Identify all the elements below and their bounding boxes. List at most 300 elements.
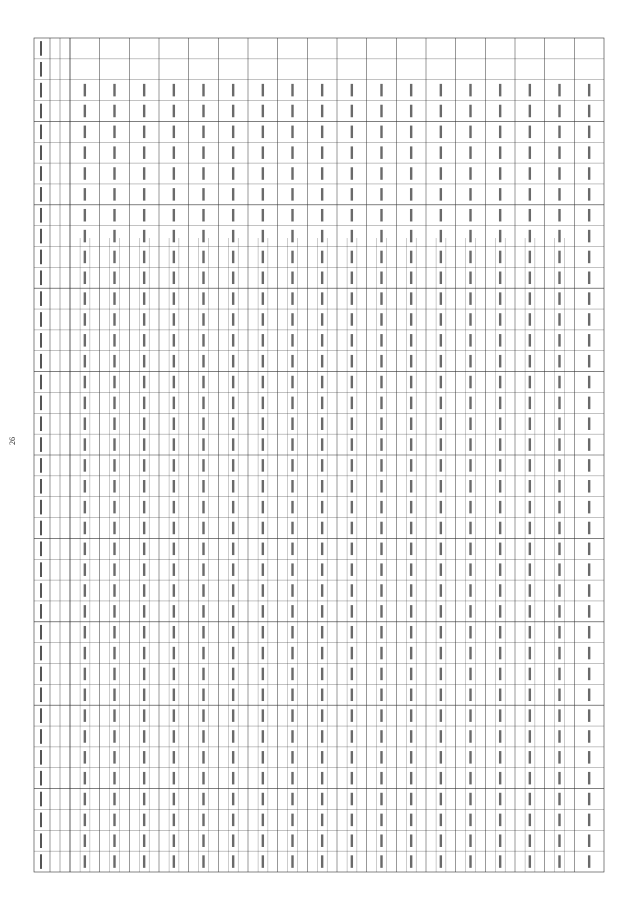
table-cell-text [410, 272, 412, 285]
table-cell-text [321, 668, 323, 681]
table-cell-text [351, 626, 353, 639]
table-cell-text [173, 522, 175, 535]
table-cell-text [84, 689, 86, 702]
header-cell-text [40, 41, 42, 56]
table-cell-text [232, 772, 234, 785]
table-cell-text [410, 167, 412, 180]
table-cell-text [440, 397, 442, 410]
table-cell-text [202, 730, 204, 743]
table-cell-text [558, 668, 560, 681]
header-cell-text [40, 667, 42, 682]
table-cell-text [440, 772, 442, 785]
table-cell-text [321, 146, 323, 159]
table-cell-text [84, 522, 86, 535]
table-cell-text [113, 292, 115, 305]
table-cell-text [380, 855, 382, 868]
table-cell-text [410, 751, 412, 764]
table-cell-text [351, 814, 353, 827]
table-cell-text [351, 730, 353, 743]
table-cell-text [410, 689, 412, 702]
table-cell-text [262, 84, 264, 97]
table-cell-text [321, 438, 323, 451]
table-cell-text [440, 251, 442, 264]
table-cell-text [410, 146, 412, 159]
table-cell-text [173, 230, 175, 243]
table-cell-text [588, 814, 590, 827]
table-cell-text [202, 709, 204, 722]
table-cell-text [321, 459, 323, 472]
table-cell-text [469, 209, 471, 222]
table-cell-text [113, 126, 115, 139]
table-cell-text [143, 251, 145, 264]
table-cell-text [262, 167, 264, 180]
table-cell-text [262, 126, 264, 139]
table-cell-text [291, 814, 293, 827]
table-cell-text [440, 522, 442, 535]
table-cell-text [499, 834, 501, 847]
table-cell-text [232, 834, 234, 847]
table-cell-text [143, 105, 145, 118]
table-cell-text [380, 334, 382, 347]
table-cell-text [84, 709, 86, 722]
table-cell-text [202, 793, 204, 806]
table-cell-text [232, 814, 234, 827]
table-cell-text [321, 814, 323, 827]
table-cell-text [440, 793, 442, 806]
table-cell-text [440, 814, 442, 827]
table-cell-text [113, 605, 115, 618]
header-cell-text [40, 854, 42, 869]
table-cell-text [410, 563, 412, 576]
table-cell-text [529, 501, 531, 514]
table-cell-text [232, 292, 234, 305]
table-cell-text [202, 626, 204, 639]
table-cell-text [232, 84, 234, 97]
table-cell-text [173, 855, 175, 868]
table-cell-text [588, 105, 590, 118]
table-cell-text [202, 543, 204, 556]
table-cell-text [173, 834, 175, 847]
table-cell-text [113, 209, 115, 222]
table-cell-text [440, 272, 442, 285]
table-cell-text [84, 772, 86, 785]
table-cell-text [529, 834, 531, 847]
table-cell-text [291, 480, 293, 493]
table-cell-text [380, 397, 382, 410]
table-cell-text [321, 584, 323, 597]
table-cell-text [529, 543, 531, 556]
header-cell-text [40, 542, 42, 557]
table-cell-text [469, 626, 471, 639]
table-cell-text [440, 417, 442, 430]
table-cell-text [291, 584, 293, 597]
table-cell-text [499, 417, 501, 430]
header-cell-text [40, 646, 42, 661]
table-cell-text [588, 605, 590, 618]
table-cell-text [440, 563, 442, 576]
table-cell-text [351, 146, 353, 159]
table-cell-text [232, 459, 234, 472]
table-cell-text [588, 668, 590, 681]
table-cell-text [529, 272, 531, 285]
table-cell-text [143, 563, 145, 576]
table-cell-text [173, 751, 175, 764]
table-cell-text [232, 689, 234, 702]
table-cell-text [84, 188, 86, 201]
table-cell-text [499, 730, 501, 743]
table-cell-text [202, 668, 204, 681]
table-cell-text [588, 834, 590, 847]
table-cell-text [291, 772, 293, 785]
table-cell-text [202, 84, 204, 97]
table-cell-text [173, 272, 175, 285]
table-cell-text [558, 772, 560, 785]
table-cell-text [469, 105, 471, 118]
table-cell-text [499, 313, 501, 326]
table-cell-text [143, 459, 145, 472]
table-cell-text [113, 563, 115, 576]
table-cell-text [232, 209, 234, 222]
table-cell-text [232, 563, 234, 576]
table-cell-text [558, 417, 560, 430]
header-cell-text [40, 354, 42, 369]
table-cell-text [113, 814, 115, 827]
table-cell-text [173, 417, 175, 430]
table-cell-text [558, 814, 560, 827]
table-cell-text [173, 543, 175, 556]
table-cell-text [232, 272, 234, 285]
table-cell-text [469, 146, 471, 159]
table-cell-text [558, 84, 560, 97]
table-cell-text [321, 251, 323, 264]
table-cell-text [291, 146, 293, 159]
table-cell-text [410, 459, 412, 472]
table-cell-text [321, 313, 323, 326]
table-cell-text [321, 417, 323, 430]
table-cell-text [440, 105, 442, 118]
table-cell-text [143, 292, 145, 305]
table-cell-text [469, 397, 471, 410]
table-cell-text [84, 272, 86, 285]
table-cell-text [529, 855, 531, 868]
header-cell-text [40, 437, 42, 452]
table-cell-text [499, 626, 501, 639]
header-cell-text [40, 145, 42, 160]
table-cell-text [262, 584, 264, 597]
table-cell-text [469, 480, 471, 493]
table-cell-text [291, 605, 293, 618]
table-cell-text [321, 834, 323, 847]
header-cell-text [40, 729, 42, 744]
table-cell-text [499, 522, 501, 535]
header-cell-text [40, 625, 42, 640]
table-cell-text [558, 355, 560, 368]
table-cell-text [173, 626, 175, 639]
table-cell-text [291, 355, 293, 368]
table-cell-text [440, 584, 442, 597]
table-cell-text [143, 272, 145, 285]
table-cell-text [558, 209, 560, 222]
table-cell-text [143, 313, 145, 326]
table-cell-text [469, 689, 471, 702]
table-cell-text [469, 313, 471, 326]
table-cell-text [558, 188, 560, 201]
table-cell-text [440, 834, 442, 847]
table-cell-text [410, 105, 412, 118]
table-cell-text [588, 167, 590, 180]
table-cell-text [321, 689, 323, 702]
table-cell-text [529, 605, 531, 618]
table-cell-text [321, 167, 323, 180]
table-cell-text [588, 292, 590, 305]
table-cell-text [588, 772, 590, 785]
table-cell-text [529, 709, 531, 722]
table-cell-text [321, 105, 323, 118]
table-cell-text [321, 84, 323, 97]
table-cell-text [380, 272, 382, 285]
table-cell-text [351, 501, 353, 514]
table-cell-text [469, 855, 471, 868]
table-cell-text [291, 459, 293, 472]
table-cell-text [440, 668, 442, 681]
table-cell-text [588, 313, 590, 326]
table-cell-text [588, 793, 590, 806]
table-cell-text [529, 668, 531, 681]
table-cell-text [143, 605, 145, 618]
table-cell-text [410, 376, 412, 389]
table-cell-text [410, 230, 412, 243]
table-cell-text [529, 772, 531, 785]
table-cell-text [410, 438, 412, 451]
table-cell-text [529, 146, 531, 159]
table-cell-text [232, 313, 234, 326]
header-cell-text [40, 708, 42, 723]
table-cell-text [291, 126, 293, 139]
table-cell-text [588, 397, 590, 410]
table-cell-text [291, 167, 293, 180]
table-cell-text [202, 272, 204, 285]
header-cell-text [40, 187, 42, 202]
header-cell-text [40, 291, 42, 306]
table-cell-text [143, 772, 145, 785]
table-cell-text [380, 167, 382, 180]
table-cell-text [84, 751, 86, 764]
table-cell-text [202, 105, 204, 118]
table-cell-text [232, 230, 234, 243]
table-cell-text [202, 772, 204, 785]
table-cell-text [291, 251, 293, 264]
table-cell-text [173, 709, 175, 722]
table-cell-text [291, 543, 293, 556]
table-cell-text [321, 793, 323, 806]
table-cell-text [113, 272, 115, 285]
table-cell-text [262, 105, 264, 118]
table-cell-text [232, 480, 234, 493]
table-cell-text [291, 751, 293, 764]
table-cell-text [173, 105, 175, 118]
table-cell-text [291, 501, 293, 514]
table-cell-text [113, 730, 115, 743]
table-cell-text [499, 647, 501, 660]
table-cell-text [440, 501, 442, 514]
table-cell-text [291, 376, 293, 389]
table-cell-text [410, 126, 412, 139]
table-cell-text [410, 814, 412, 827]
table-cell-text [321, 855, 323, 868]
table-cell-text [143, 376, 145, 389]
table-cell-text [380, 480, 382, 493]
table-cell-text [173, 397, 175, 410]
table-cell-text [262, 834, 264, 847]
table-cell-text [173, 501, 175, 514]
table-cell-text [202, 814, 204, 827]
table-cell-text [380, 376, 382, 389]
header-cell-text [40, 604, 42, 619]
table-cell-text [529, 814, 531, 827]
table-cell-text [380, 501, 382, 514]
table-cell-text [143, 668, 145, 681]
table-cell-text [202, 292, 204, 305]
table-cell-text [469, 126, 471, 139]
table-cell-text [321, 230, 323, 243]
table-cell-text [232, 647, 234, 660]
header-cell-text [40, 833, 42, 848]
table-cell-text [351, 272, 353, 285]
table-cell-text [529, 480, 531, 493]
header-cell-text [40, 208, 42, 223]
table-cell-text [410, 251, 412, 264]
table-cell-text [410, 709, 412, 722]
table-cell-text [440, 626, 442, 639]
table-cell-text [588, 855, 590, 868]
table-cell-text [351, 793, 353, 806]
table-cell-text [232, 584, 234, 597]
table-cell-text [499, 84, 501, 97]
header-cell-text [40, 62, 42, 77]
table-cell-text [410, 334, 412, 347]
table-cell-text [558, 647, 560, 660]
table-cell-text [173, 251, 175, 264]
table-cell-text [588, 272, 590, 285]
table-cell-text [84, 84, 86, 97]
table-cell-text [113, 84, 115, 97]
table-cell-text [84, 397, 86, 410]
table-cell-text [410, 605, 412, 618]
table-cell-text [173, 814, 175, 827]
table-cell-text [410, 772, 412, 785]
table-cell-text [84, 146, 86, 159]
table-cell-text [84, 793, 86, 806]
table-cell-text [291, 834, 293, 847]
table-cell-text [113, 480, 115, 493]
table-cell-text [232, 501, 234, 514]
table-cell-text [173, 126, 175, 139]
table-cell-text [143, 397, 145, 410]
table-cell-text [529, 376, 531, 389]
table-cell-text [440, 334, 442, 347]
table-cell-text [499, 501, 501, 514]
table-cell-text [143, 709, 145, 722]
table-cell-text [173, 146, 175, 159]
table-cell-text [321, 397, 323, 410]
table-cell-text [262, 459, 264, 472]
table-cell-text [410, 793, 412, 806]
header-cell-text [40, 83, 42, 98]
table-cell-text [529, 251, 531, 264]
table-cell-text [113, 417, 115, 430]
table-cell-text [113, 146, 115, 159]
table-cell-text [321, 334, 323, 347]
table-cell-text [469, 459, 471, 472]
table-cell-text [173, 313, 175, 326]
table-cell-text [380, 292, 382, 305]
table-cell-text [440, 376, 442, 389]
table-cell-text [558, 855, 560, 868]
table-cell-text [232, 855, 234, 868]
table-cell-text [410, 647, 412, 660]
table-cell-text [113, 105, 115, 118]
table-cell-text [499, 105, 501, 118]
table-cell-text [113, 167, 115, 180]
table-cell-text [380, 522, 382, 535]
table-cell-text [202, 334, 204, 347]
header-cell-text [40, 375, 42, 390]
table-cell-text [173, 376, 175, 389]
table-cell-text [469, 251, 471, 264]
table-cell-text [588, 126, 590, 139]
table-cell-text [558, 397, 560, 410]
table-cell-text [262, 709, 264, 722]
table-cell-text [558, 522, 560, 535]
table-cell-text [262, 855, 264, 868]
table-cell-text [351, 397, 353, 410]
table-cell-text [262, 626, 264, 639]
table-cell-text [84, 855, 86, 868]
table-cell-text [143, 188, 145, 201]
header-cell-text [40, 250, 42, 265]
table-cell-text [143, 855, 145, 868]
table-cell-text [84, 501, 86, 514]
table-cell-text [143, 355, 145, 368]
table-cell-text [202, 167, 204, 180]
table-cell-text [499, 668, 501, 681]
table-cell-text [113, 668, 115, 681]
table-cell-text [588, 501, 590, 514]
table-cell-text [202, 751, 204, 764]
header-cell-text [40, 813, 42, 828]
table-cell-text [291, 105, 293, 118]
table-cell-text [173, 84, 175, 97]
table-cell-text [291, 417, 293, 430]
table-cell-text [232, 793, 234, 806]
table-cell-text [262, 209, 264, 222]
table-cell-text [291, 563, 293, 576]
table-cell-text [529, 230, 531, 243]
table-cell-text [440, 313, 442, 326]
table-cell-text [499, 230, 501, 243]
table-cell-text [499, 605, 501, 618]
table-cell-text [469, 772, 471, 785]
table-cell-text [440, 751, 442, 764]
table-cell-text [84, 209, 86, 222]
table-cell-text [380, 313, 382, 326]
table-cell-text [380, 834, 382, 847]
table-cell-text [143, 126, 145, 139]
table-cell-text [232, 251, 234, 264]
table-cell-text [143, 438, 145, 451]
table-cell-text [291, 709, 293, 722]
table-cell-text [232, 522, 234, 535]
